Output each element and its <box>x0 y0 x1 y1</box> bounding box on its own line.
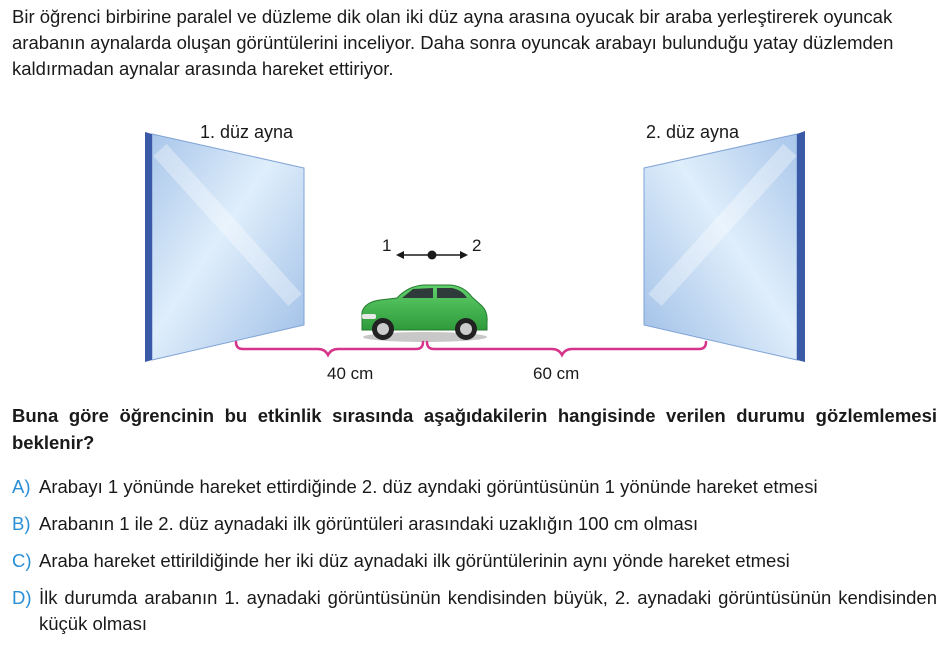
mirror-1-label: 1. düz ayna <box>200 122 294 142</box>
question-text: Buna göre öğrencinin bu etkinlik sırasında aşağıdakilerin hangisinde verilen durumu gözlemlemesi beklenir? <box>12 405 937 453</box>
option-d-letter: D) <box>12 587 32 608</box>
option-c-text: Araba hareket ettirildiğinde her iki düz aynadaki ilk görüntülerinin aynı yönde hareket etmesi <box>39 550 790 571</box>
option-c-letter: C) <box>12 550 32 571</box>
option-a[interactable] <box>12 474 937 500</box>
mirror-1 <box>145 132 304 362</box>
option-d[interactable] <box>12 585 937 637</box>
option-a-text: Arabayı 1 yönünde hareket ettirdiğinde 2. düz ayndaki görüntüsünün 1 yönünde hareket etmesi <box>39 476 818 497</box>
option-b[interactable] <box>12 511 937 537</box>
toy-car <box>362 285 487 342</box>
answer-options <box>12 474 937 648</box>
option-b-text: Arabanın 1 ile 2. düz aynadaki ilk görüntüleri arasındaki uzaklığın 100 cm olması <box>39 513 699 534</box>
option-b-letter: B) <box>12 513 31 534</box>
distance-brace-left <box>236 342 423 355</box>
direction-indicator <box>396 251 468 260</box>
intro-paragraph: Bir öğrenci birbirine paralel ve düzleme dik olan iki düz ayna arasına oyucak bir araba yerleştirerek oyuncak arabanın aynalarda oluşan görüntülerini inceliyor. Daha sonra oyuncak arabayı bulunduğu yatay düzlemden kaldırmadan aynalar arasında hareket ettiriyor. <box>12 6 894 79</box>
direction-2-label: 2 <box>472 236 482 255</box>
option-d-text: İlk durumda arabanın 1. aynadaki görüntüsünün kendisinden büyük, 2. aynadaki görüntüsünün kendisinden küçük olması <box>39 587 937 634</box>
option-c[interactable] <box>12 548 937 574</box>
distance-brace-right <box>427 342 706 355</box>
distance-left-label: 40 cm <box>327 364 374 383</box>
mirror-2-label: 2. düz ayna <box>646 122 740 142</box>
mirror-2 <box>644 131 805 362</box>
distance-right-label: 60 cm <box>533 364 580 383</box>
mirror-figure <box>0 110 947 390</box>
option-a-letter: A) <box>12 476 31 497</box>
direction-1-label: 1 <box>382 236 392 255</box>
